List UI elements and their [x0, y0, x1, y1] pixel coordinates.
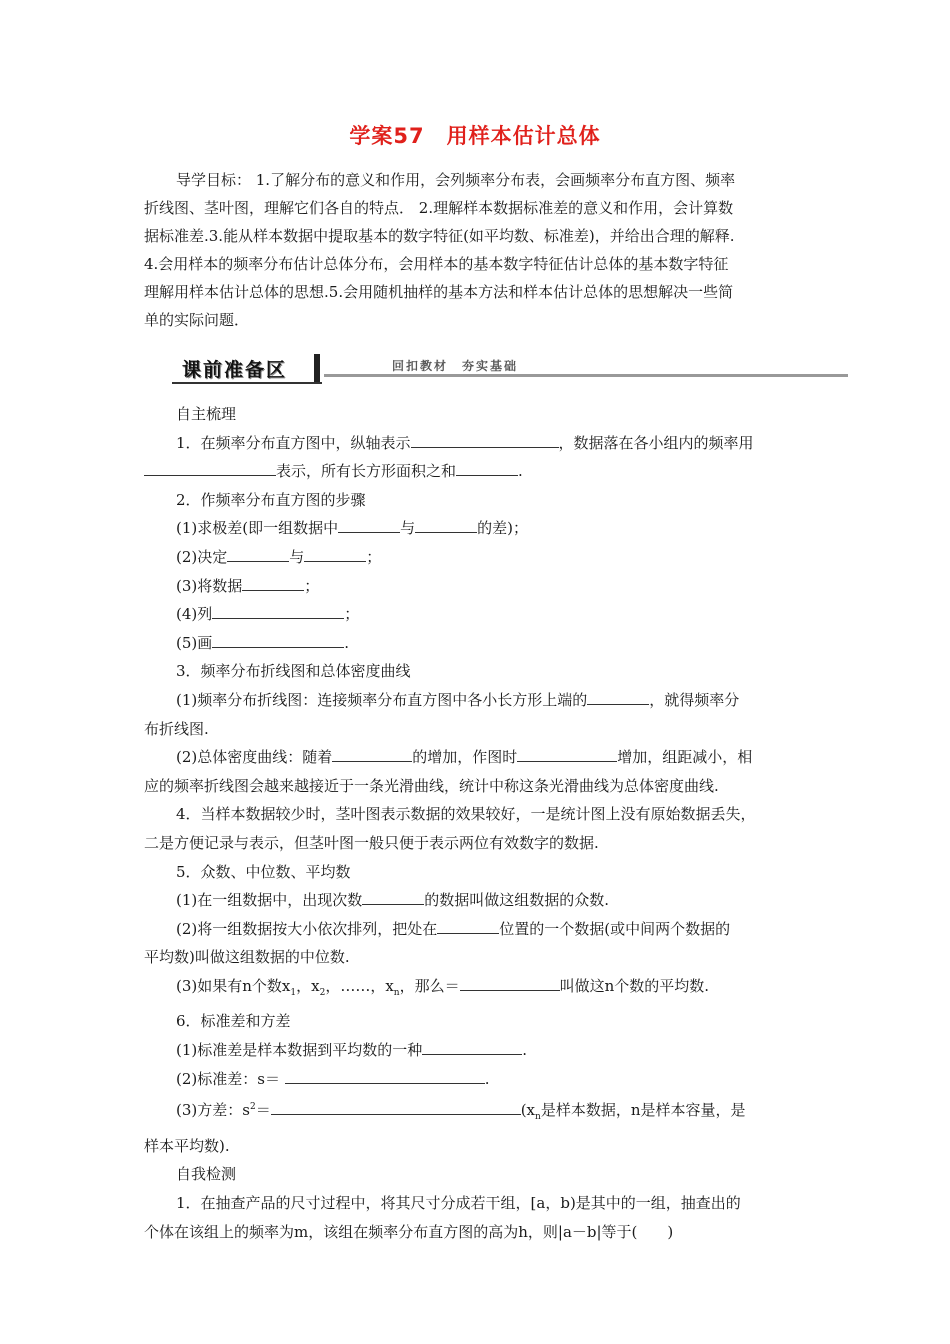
text: (5)画: [176, 633, 213, 652]
goals-line: 据标准差.3.能从样本数据中提取基本的数字特征(如平均数、标准差)，并给出合理的解释.: [144, 227, 735, 245]
fill-blank[interactable]: [271, 1098, 521, 1115]
text: 的差)；: [477, 519, 528, 538]
text: ，数据落在各小组内的频率用: [558, 433, 754, 452]
item-3-2: [144, 743, 810, 772]
text: ，……，x: [325, 976, 394, 995]
item-2: 2．作频率分布直方图的步骤: [176, 490, 366, 509]
item-6-2: [144, 1065, 810, 1094]
item-6: 6．标准差和方差: [176, 1012, 291, 1031]
subscript: 2: [319, 987, 326, 998]
learning-goals: [144, 166, 810, 334]
superscript: 2: [249, 1102, 256, 1113]
goals-line: 导学目标： 1.了解分布的意义和作用，会列频率分布表，会画频率分布直方图、频率: [176, 171, 736, 189]
fill-blank[interactable]: [422, 1038, 522, 1055]
text: .: [522, 1041, 528, 1060]
item-6-3: [144, 1093, 810, 1132]
fill-blank[interactable]: [227, 545, 289, 562]
fill-blank[interactable]: [456, 459, 518, 476]
item-3-2-cont: 应的频率折线图会越来越接近于一条光滑曲线，统计中称这条光滑曲线为总体密度曲线.: [144, 776, 719, 795]
text: ；: [344, 605, 360, 624]
item-5: 5．众数、中位数、平均数: [176, 862, 351, 881]
text: 与: [289, 547, 305, 566]
item-6-1: [144, 1036, 810, 1065]
fill-blank[interactable]: [332, 745, 412, 762]
title-number: 学案57: [349, 124, 425, 148]
fill-blank[interactable]: [144, 459, 276, 476]
section-underline: [172, 382, 322, 384]
text: 与: [400, 519, 416, 538]
title-text: 用样本估计总体: [446, 124, 601, 148]
fill-blank[interactable]: [517, 745, 617, 762]
item-2-4: [144, 600, 810, 629]
fill-blank[interactable]: [212, 631, 344, 648]
text: ，x: [296, 976, 320, 995]
section-header: [172, 352, 848, 386]
text: 位置的一个数据(或中间两个数据的: [499, 919, 731, 938]
item-1: [144, 429, 810, 458]
text: (2)将一组数据按大小依次排列，把处在: [176, 919, 438, 938]
item-4: 4．当样本数据较少时，茎叶图表示数据的效果较好，一是统计图上没有原始数据丢失，: [176, 805, 756, 824]
fill-blank[interactable]: [304, 545, 366, 562]
item-5-3: [144, 972, 810, 1008]
item-5-2: [144, 915, 810, 944]
text: 表示，所有长方形面积之和: [276, 462, 457, 481]
subscript: n: [393, 987, 400, 998]
text: (4)列: [176, 605, 213, 624]
section-subtitle: 回扣教材 夯实基础: [392, 359, 519, 373]
item-3-1-cont: 布折线图.: [144, 719, 209, 738]
fill-blank[interactable]: [338, 516, 400, 533]
item-4-cont: 二是方便记录与表示，但茎叶图一般只便于表示两位有效数字的数据.: [144, 833, 599, 852]
text: 增加，组距减小，相: [617, 748, 753, 767]
question-1-cont: 个体在该组上的频率为m，该组在频率分布直方图的高为h，则|a－b|等于( ): [144, 1222, 674, 1241]
fill-blank[interactable]: [362, 888, 424, 905]
text: 的数据叫做这组数据的众数.: [424, 891, 610, 910]
text: ；: [304, 576, 320, 595]
text: ＝: [255, 1101, 271, 1120]
subscript: n: [535, 1112, 541, 1123]
text: (2)总体密度曲线：随着: [176, 748, 333, 767]
text: (1)在一组数据中，出现次数: [176, 891, 363, 910]
fill-blank[interactable]: [415, 516, 477, 533]
item-2-5: [144, 629, 810, 658]
item-3-1: [144, 686, 810, 715]
item-5-1: [144, 886, 810, 915]
heading-self-check: 自我检测: [176, 1165, 237, 1184]
goals-line: 折线图、茎叶图，理解它们各自的特点． 2.理解样本数据标准差的意义和作用，会计算数: [144, 199, 734, 217]
text: (1)频率分布折线图：连接频率分布直方图中各小长方形上端的: [176, 690, 588, 709]
goals-line: 单的实际问题．: [144, 311, 250, 329]
heading-self-review: 自主梳理: [176, 405, 237, 423]
question-1: 1．在抽查产品的尺寸过程中，将其尺寸分成若干组，[a，b)是其中的一组，抽查出的: [176, 1194, 741, 1213]
goals-line: 4.会用样本的频率分布估计总体分布，会用样本的基本数字特征估计总体的基本数字特征: [144, 255, 729, 273]
fill-blank[interactable]: [212, 602, 344, 619]
text: 叫做这n个数的平均数.: [559, 976, 710, 995]
item-6-3-cont: 样本平均数).: [144, 1136, 230, 1155]
text: ，就得频率分: [649, 690, 740, 709]
item-5-2-cont: 平均数)叫做这组数据的中位数.: [144, 948, 350, 967]
section-label: 课前准备区: [182, 359, 288, 381]
text: (3)将数据: [176, 576, 243, 595]
fill-blank[interactable]: [460, 974, 560, 991]
fill-blank[interactable]: [587, 688, 649, 705]
content-body: [144, 400, 810, 1246]
text: .: [484, 1069, 490, 1088]
item-2-2: [144, 543, 810, 572]
text: (1)标准差是样本数据到平均数的一种: [176, 1041, 423, 1060]
section-divider-bar: [314, 354, 320, 382]
text: 1．在频率分布直方图中，纵轴表示: [176, 433, 411, 452]
text: ；: [366, 547, 382, 566]
fill-blank[interactable]: [437, 917, 499, 934]
text: (1)求极差(即一组数据中: [176, 519, 339, 538]
subscript: 1: [290, 987, 297, 998]
text: (2)标准差：s＝: [176, 1069, 285, 1088]
text: (3)方差：s: [176, 1101, 250, 1120]
item-2-3: [144, 572, 810, 601]
fill-blank[interactable]: [242, 574, 304, 591]
text: .: [518, 462, 523, 481]
item-2-1: [144, 514, 810, 543]
text: (x: [520, 1101, 536, 1120]
item-1-cont: [144, 457, 810, 486]
fill-blank[interactable]: [285, 1067, 485, 1084]
page-title: [0, 120, 950, 150]
text: 的增加，作图时: [412, 748, 518, 767]
text: (2)决定: [176, 547, 228, 566]
goals-line: 理解用样本估计总体的思想.5.会用随机抽样的基本方法和样本估计总体的思想解决一些简: [144, 283, 734, 301]
text: .: [344, 633, 350, 652]
text: (3)如果有n个数x: [176, 976, 291, 995]
item-3: 3．频率分布折线图和总体密度曲线: [176, 662, 411, 681]
text: ，那么＝: [399, 976, 460, 995]
text: 是样本数据，n是样本容量，是: [540, 1101, 746, 1120]
section-rule: [324, 374, 848, 377]
fill-blank[interactable]: [411, 431, 559, 448]
